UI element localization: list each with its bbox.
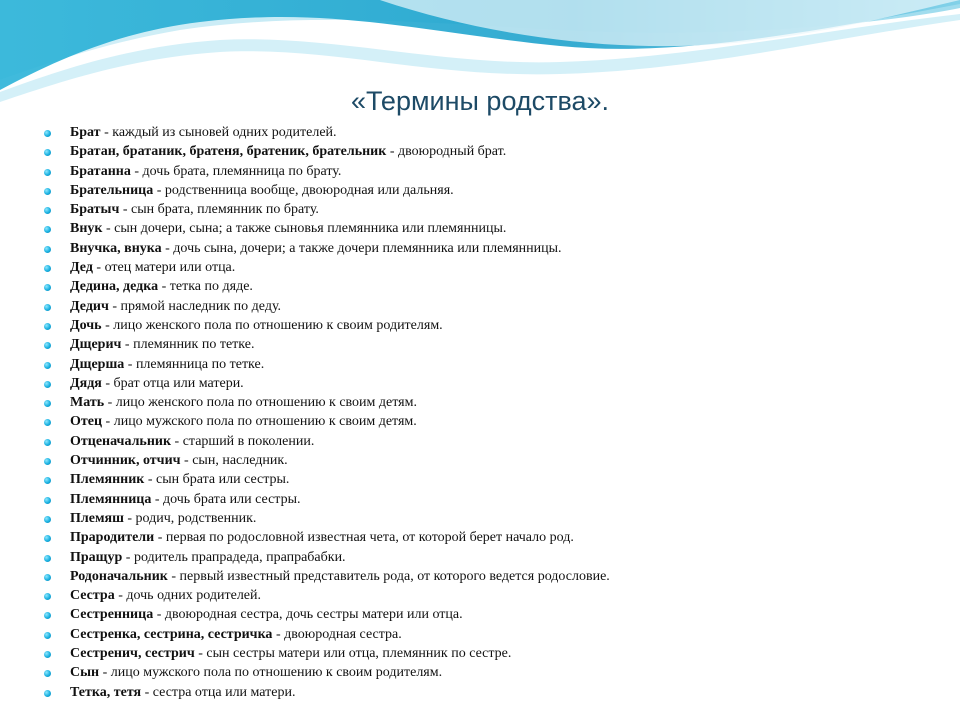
- list-item: [44, 451, 944, 470]
- bullet-icon: [44, 477, 51, 484]
- term-definition: - дочь брата, племянница по брату.: [130, 163, 342, 179]
- term-word: Внук: [70, 221, 103, 237]
- bullet-icon: [44, 130, 51, 137]
- term-word: Племянник: [70, 472, 145, 488]
- bullet-icon: [44, 381, 51, 388]
- term-definition: - лицо женского пола по отношению к своим родителям.: [101, 317, 443, 333]
- term-definition: - первая по родословной известная чета, от которой берет начало род.: [154, 530, 574, 546]
- list-item: [44, 663, 944, 682]
- list-item: [44, 123, 944, 142]
- term-definition: - сын дочери, сына; а также сыновья племянника или племянницы.: [102, 221, 507, 237]
- list-item: [44, 490, 944, 509]
- term-definition: - дочь одних родителей.: [114, 588, 262, 604]
- bullet-icon: [44, 497, 51, 504]
- list-item: [44, 625, 944, 644]
- term-word: Дедина, дедка: [70, 279, 159, 295]
- term-word: Пращур: [70, 549, 123, 565]
- term-word: Сестренич, сестрич: [70, 646, 195, 662]
- bullet-icon: [44, 265, 51, 272]
- term-definition: - лицо мужского пола по отношению к своим детям.: [102, 414, 417, 430]
- bullet-icon: [44, 342, 51, 349]
- list-item: [44, 355, 944, 374]
- list-item: [44, 470, 944, 489]
- term-word: Родоначальник: [70, 568, 168, 584]
- term-word: Братанна: [70, 163, 131, 179]
- bullet-icon: [44, 419, 51, 426]
- list-item: [44, 297, 944, 316]
- bullet-icon: [44, 323, 51, 330]
- bullet-icon: [44, 690, 51, 697]
- term-definition: - двоюродный брат.: [386, 144, 507, 160]
- term-word: Дедич: [70, 298, 109, 314]
- list-item: [44, 219, 944, 238]
- list-item: [44, 432, 944, 451]
- list-item: [44, 683, 944, 702]
- bullet-icon: [44, 149, 51, 156]
- term-word: Дщерша: [70, 356, 125, 372]
- term-word: Дед: [70, 260, 93, 276]
- bullet-icon: [44, 516, 51, 523]
- term-word: Внучка, внука: [70, 240, 162, 256]
- term-definition: - прямой наследник по деду.: [108, 298, 282, 314]
- term-definition: - родитель прапрадеда, прапрабабки.: [122, 549, 346, 565]
- bullet-icon: [44, 593, 51, 600]
- term-word: Племянница: [70, 491, 152, 507]
- term-definition: - сын брата, племянник по брату.: [119, 202, 319, 218]
- term-word: Брат: [70, 125, 101, 140]
- list-item: [44, 200, 944, 219]
- term-definition: - лицо женского пола по отношению к своим детям.: [104, 395, 417, 411]
- term-word: Тетка, тетя: [70, 684, 142, 700]
- term-definition: - лицо мужского пола по отношению к своим родителям.: [99, 665, 443, 681]
- term-word: Отценачальник: [70, 433, 172, 449]
- list-item: [44, 528, 944, 547]
- term-definition: - брат отца или матери.: [101, 375, 244, 391]
- bullet-icon: [44, 439, 51, 446]
- term-definition: - старший в поколении.: [171, 433, 315, 449]
- list-item: [44, 509, 944, 528]
- term-definition: - первый известный представитель рода, от которого ведется родословие.: [167, 568, 610, 584]
- term-word: Племяш: [70, 510, 124, 526]
- bullet-icon: [44, 612, 51, 619]
- bullet-icon: [44, 670, 51, 677]
- term-word: Братан, братаник, братеня, братеник, брательник: [70, 144, 387, 160]
- term-word: Мать: [70, 395, 105, 411]
- list-item: [44, 316, 944, 335]
- bullet-icon: [44, 362, 51, 369]
- bullet-icon: [44, 226, 51, 233]
- term-word: Братыч: [70, 202, 120, 218]
- slide-title: «Термины родства».: [350, 86, 610, 116]
- list-item: [44, 548, 944, 567]
- term-word: Отчинник, отчич: [70, 453, 181, 469]
- term-word: Отец: [70, 414, 103, 430]
- bullet-icon: [44, 651, 51, 658]
- term-definition: - племянник по тетке.: [121, 337, 255, 353]
- list-item: [44, 162, 944, 181]
- terms-list: [44, 123, 944, 702]
- term-definition: - дочь сына, дочери; а также дочери племянника или племянницы.: [161, 240, 562, 256]
- term-definition: - родич, родственник.: [123, 510, 257, 526]
- bullet-icon: [44, 188, 51, 195]
- term-definition: - двоюродная сестра.: [272, 626, 402, 642]
- term-definition: - двоюродная сестра, дочь сестры матери или отца.: [153, 607, 463, 623]
- term-definition: - сестра отца или матери.: [141, 684, 296, 700]
- list-item: [44, 239, 944, 258]
- list-item: [44, 567, 944, 586]
- term-definition: - племянница по тетке.: [124, 356, 265, 372]
- term-word: Сын: [70, 665, 100, 681]
- list-item: [44, 277, 944, 296]
- list-item: [44, 644, 944, 663]
- term-word: Дочь: [70, 317, 102, 333]
- bullet-icon: [44, 284, 51, 291]
- bullet-icon: [44, 246, 51, 253]
- bullet-icon: [44, 169, 51, 176]
- term-word: Дщерич: [70, 337, 122, 353]
- term-definition: - родственница вообще, двоюродная или дальняя.: [153, 182, 454, 198]
- term-definition: - отец матери или отца.: [92, 260, 236, 276]
- term-definition: - дочь брата или сестры.: [151, 491, 301, 507]
- term-word: Брательница: [70, 182, 154, 198]
- term-definition: - сын сестры матери или отца, племянник по сестре.: [194, 646, 512, 662]
- list-item: [44, 374, 944, 393]
- list-item: [44, 412, 944, 431]
- list-item: [44, 335, 944, 354]
- list-item: [44, 605, 944, 624]
- bullet-icon: [44, 207, 51, 214]
- bullet-icon: [44, 535, 51, 542]
- bullet-icon: [44, 555, 51, 562]
- term-word: Прародители: [70, 530, 155, 546]
- list-item: [44, 586, 944, 605]
- bullet-icon: [44, 458, 51, 465]
- bullet-icon: [44, 574, 51, 581]
- term-definition: - сын брата или сестры.: [144, 472, 290, 488]
- list-item: [44, 258, 944, 277]
- term-definition: - каждый из сыновей одних родителей.: [100, 125, 337, 140]
- list-item: [44, 393, 944, 412]
- term-word: Сестренница: [70, 607, 154, 623]
- term-definition: - тетка по дяде.: [158, 279, 253, 295]
- bullet-icon: [44, 632, 51, 639]
- term-word: Сестра: [70, 588, 115, 604]
- bullet-icon: [44, 304, 51, 311]
- bullet-icon: [44, 400, 51, 407]
- term-word: Сестренка, сестрина, сестричка: [70, 626, 273, 642]
- term-definition: - сын, наследник.: [180, 453, 288, 469]
- list-item: [44, 142, 944, 161]
- list-item: [44, 181, 944, 200]
- term-word: Дядя: [70, 375, 102, 391]
